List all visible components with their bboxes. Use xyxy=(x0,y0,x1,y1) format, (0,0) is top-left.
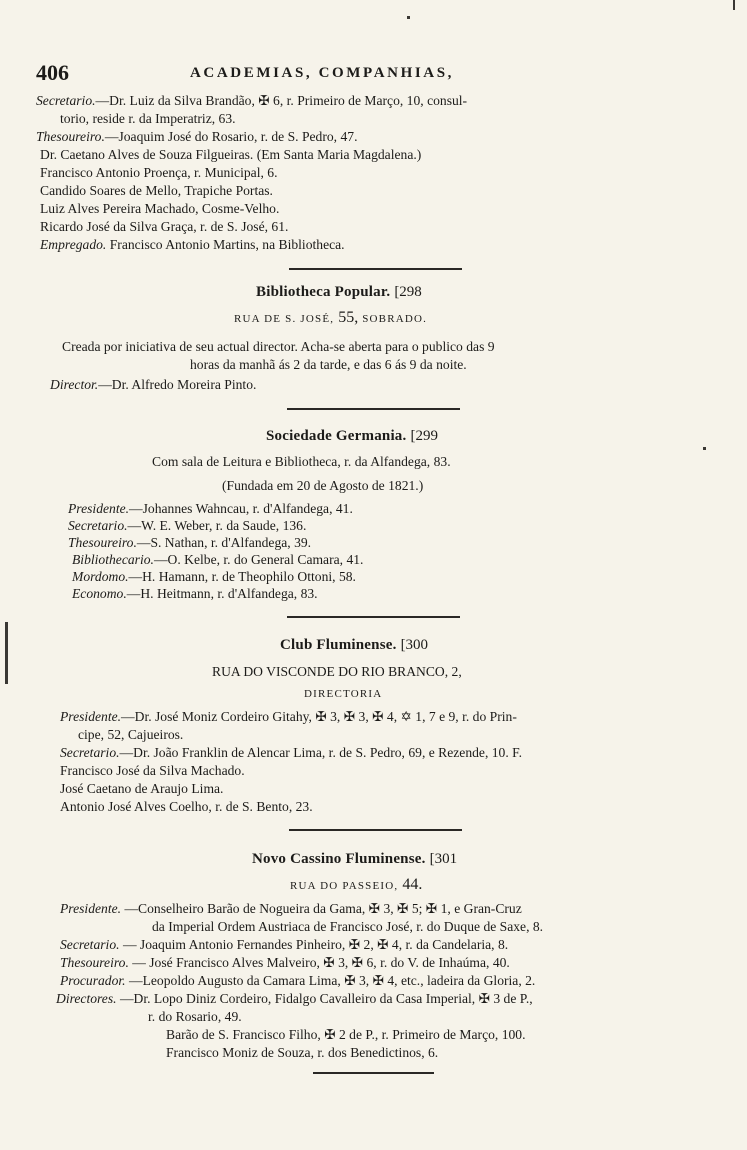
entry-text: —Dr. Lopo Diniz Cordeiro, Fidalgo Cavalleiro da Casa Imperial, ✠ 3 de P., xyxy=(119,991,533,1006)
role-label: Bibliothecario. xyxy=(72,552,154,567)
section-number: [298 xyxy=(394,284,422,300)
entry-text: —Johannes Wahncau, r. d'Alfandega, 41. xyxy=(129,501,353,516)
description-line: Com sala de Leitura e Bibliotheca, r. da Alfandega, 83. xyxy=(152,454,451,469)
entry-line: torio, reside r. da Imperatriz, 63. xyxy=(60,111,236,126)
role-label: Secretario. xyxy=(68,518,128,533)
section-divider xyxy=(289,268,462,270)
entry-line: r. do Rosario, 49. xyxy=(148,1009,242,1024)
entry-line: da Imperial Ordem Austriaca de Francisco José, r. do Duque de Saxe, 8. xyxy=(152,919,544,934)
entry-line xyxy=(40,236,345,253)
role-label: Presidente. xyxy=(68,501,130,516)
entry-text: — José Francisco Alves Malveiro, ✠ 3, ✠ 6, r. do V. de Inhaúma, 40. xyxy=(132,955,510,970)
description-line: horas da manhã ás 2 da tarde, e das 6 ás 9 da noite. xyxy=(190,357,467,372)
section-title: Bibliotheca Popular. xyxy=(256,284,391,300)
role-label: Mordomo. xyxy=(72,569,129,584)
section-divider xyxy=(313,1072,434,1074)
role-label: Procurador. xyxy=(60,973,126,988)
address-text: SOBRADO. xyxy=(362,313,428,325)
entry-line xyxy=(60,744,522,761)
role-label: Presidente. xyxy=(60,901,122,916)
entry-line: Barão de S. Francisco Filho, ✠ 2 de P., r. Primeiro de Março, 100. xyxy=(166,1027,526,1042)
address-text: RUA DE S. JOSÉ, xyxy=(234,313,335,325)
role-label: Director. xyxy=(50,377,99,392)
entry-line xyxy=(72,585,318,602)
role-label: Empregado. xyxy=(40,237,107,252)
section-heading xyxy=(252,850,457,868)
entry-line xyxy=(60,972,535,989)
entry-line xyxy=(50,376,256,393)
address-text: RUA DO PASSEIO, xyxy=(290,880,399,892)
section-title: Sociedade Germania. xyxy=(266,428,407,444)
role-label: Secretario. xyxy=(60,745,120,760)
entry-text: —O. Kelbe, r. do General Camara, 41. xyxy=(153,552,364,567)
entry-text: —S. Nathan, r. d'Alfandega, 39. xyxy=(136,535,312,550)
entry-line xyxy=(36,92,467,109)
role-label: Presidente. xyxy=(60,709,122,724)
section-address xyxy=(234,309,427,327)
role-label: Thesoureiro. xyxy=(36,129,105,144)
entry-text: —Dr. João Franklin de Alencar Lima, r. de S. Pedro, 69, e Rezende, 10. F. xyxy=(119,745,523,760)
entry-line: cipe, 52, Cajueiros. xyxy=(78,727,184,742)
entry-text: —Leopoldo Augusto da Camara Lima, ✠ 3, ✠ 4, etc., ladeira da Gloria, 2. xyxy=(129,973,536,988)
entry-line xyxy=(72,568,356,585)
address-number: 44. xyxy=(402,876,423,893)
section-number: [301 xyxy=(429,851,458,867)
page-number: 406 xyxy=(36,60,69,85)
margin-bar-left xyxy=(5,622,8,684)
entry-line: Francisco Moniz de Souza, r. dos Benedictinos, 6. xyxy=(166,1045,439,1060)
description-line: (Fundada em 20 de Agosto de 1821.) xyxy=(222,478,424,493)
entry-text: —W. E. Weber, r. da Saude, 136. xyxy=(127,518,307,533)
entry-line xyxy=(60,936,508,953)
role-label: Secretario. xyxy=(36,93,96,108)
entry-text: —Dr. Luiz da Silva Brandão, ✠ 6, r. Primeiro de Março, 10, consul- xyxy=(95,93,468,108)
speck-mark xyxy=(703,447,706,450)
section-address xyxy=(290,876,422,894)
section-divider xyxy=(287,616,460,618)
entry-line xyxy=(68,534,311,551)
section-address: RUA DO VISCONDE DO RIO BRANCO, 2, xyxy=(212,664,462,679)
entry-text: —Joaquim José do Rosario, r. de S. Pedro, 47. xyxy=(104,129,358,144)
entry-line: Ricardo José da Silva Graça, r. de S. José, 61. xyxy=(40,219,289,234)
entry-text: Francisco Antonio Martins, na Bibliotheca. xyxy=(109,237,345,252)
section-title: Club Fluminense. xyxy=(280,637,397,653)
entry-line xyxy=(56,990,533,1007)
address-number: 55, xyxy=(338,309,359,326)
entry-line xyxy=(60,708,517,725)
entry-line: Antonio José Alves Coelho, r. de S. Bento, 23. xyxy=(60,799,313,814)
role-label: Directores. xyxy=(56,991,117,1006)
section-number: [300 xyxy=(400,637,429,653)
entry-text: — Joaquim Antonio Fernandes Pinheiro, ✠ 2, ✠ 4, r. da Candelaria, 8. xyxy=(122,937,509,952)
entry-line: Candido Soares de Mello, Trapiche Portas. xyxy=(40,183,273,198)
entry-line: Francisco Antonio Proença, r. Municipal, 6. xyxy=(40,165,278,180)
description-line: Creada por iniciativa de seu actual director. Acha-se aberta para o publico das 9 xyxy=(62,339,495,354)
entry-text: —Dr. José Moniz Cordeiro Gitahy, ✠ 3, ✠ 3, ✠ 4, ✡ 1, 7 e 9, r. do Prin- xyxy=(121,709,517,724)
section-divider xyxy=(287,408,460,410)
entry-line xyxy=(60,954,510,971)
entry-text: —Dr. Alfredo Moreira Pinto. xyxy=(98,377,257,392)
section-heading xyxy=(280,636,428,654)
entry-line: Luiz Alves Pereira Machado, Cosme-Velho. xyxy=(40,201,280,216)
entry-line: Dr. Caetano Alves de Souza Filgueiras. (Em Santa Maria Magdalena.) xyxy=(40,147,422,162)
running-title: ACADEMIAS, COMPANHIAS, xyxy=(190,65,455,81)
section-heading xyxy=(266,427,438,445)
section-number: [299 xyxy=(410,428,438,444)
entry-text: —H. Heitmann, r. d'Alfandega, 83. xyxy=(126,586,318,601)
section-heading xyxy=(256,283,422,301)
speck-mark xyxy=(407,16,410,19)
section-subheading: DIRECTORIA xyxy=(304,688,383,700)
entry-line: Francisco José da Silva Machado. xyxy=(60,763,245,778)
role-label: Thesoureiro. xyxy=(60,955,129,970)
entry-text: —Conselheiro Barão de Nogueira da Gama, ✠ 3, ✠ 5; ✠ 1, e Gran-Cruz xyxy=(124,901,522,916)
section-title: Novo Cassino Fluminense. xyxy=(252,851,426,867)
entry-line: José Caetano de Araujo Lima. xyxy=(60,781,224,796)
entry-line xyxy=(36,128,357,145)
section-divider xyxy=(289,829,462,831)
entry-line xyxy=(72,551,363,568)
entry-line xyxy=(68,500,353,517)
role-label: Thesoureiro. xyxy=(68,535,137,550)
entry-text: —H. Hamann, r. de Theophilo Ottoni, 58. xyxy=(128,569,356,584)
role-label: Economo. xyxy=(72,586,127,601)
corner-mark xyxy=(733,0,735,10)
role-label: Secretario. xyxy=(60,937,120,952)
entry-line xyxy=(60,900,522,917)
entry-line xyxy=(68,517,306,534)
